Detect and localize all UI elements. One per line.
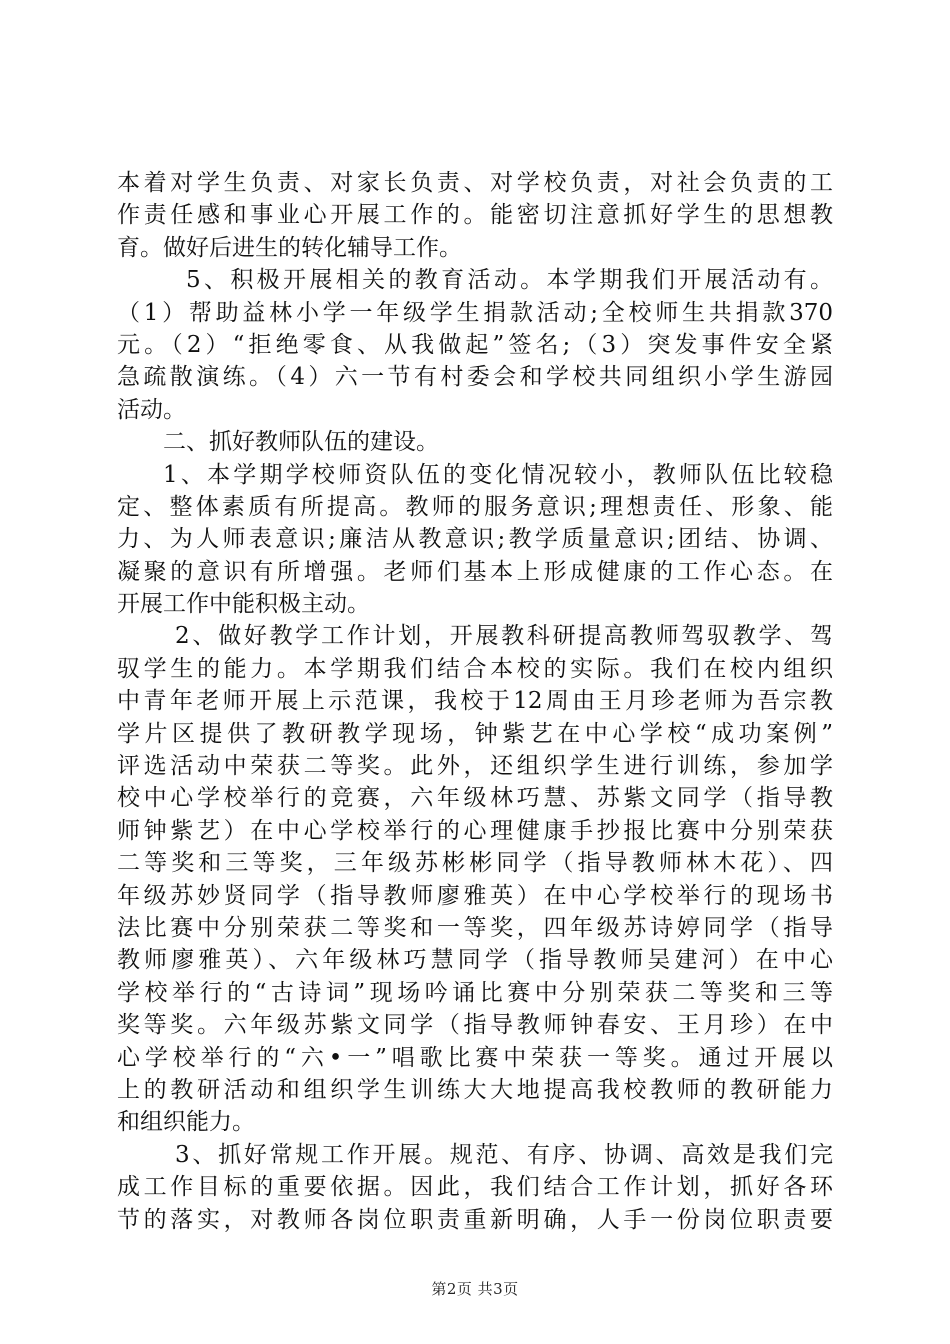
text-line: 育。做好后进生的转化辅导工作。 bbox=[117, 234, 462, 261]
text-line: 本着对学生负责、对家长负责、对学校负责，对社会负责的工 bbox=[117, 170, 833, 196]
text-line: 上的教研活动和组织学生训练大大地提高我校教师的教研能力 bbox=[117, 1076, 833, 1103]
text-line: 2、做好教学工作计划，开展教科研提高教师驾驭教学、驾 bbox=[175, 623, 833, 650]
text-line: （1）帮助益林小学一年级学生捐款活动;全校师生共捐款370 bbox=[117, 299, 833, 326]
page-footer: 第2页 共3页 bbox=[431, 1280, 519, 1298]
text-line: 校中心学校举行的竞赛，六年级林巧慧、苏紫文同学（指导教 bbox=[117, 785, 833, 812]
text-line: 法比赛中分别荣获二等奖和一等奖，四年级苏诗婷同学（指导 bbox=[117, 914, 833, 941]
text-line: 年级苏妙贤同学（指导教师廖雅英）在中心学校举行的现场书 bbox=[117, 882, 833, 909]
text-line: 成工作目标的重要依据。因此，我们结合工作计划，抓好各环 bbox=[117, 1174, 833, 1201]
text-line: 中青年老师开展上示范课，我校于12周由王月珍老师为吾宗教 bbox=[117, 688, 833, 715]
text-line: 师钟紫艺）在中心学校举行的心理健康手抄报比赛中分别荣获 bbox=[117, 817, 833, 844]
text-line: 3、抓好常规工作开展。规范、有序、协调、高效是我们完 bbox=[175, 1141, 833, 1168]
text-line: 二、抓好教师队伍的建设。 bbox=[163, 429, 439, 456]
text-line: 凝聚的意识有所增强。老师们基本上形成健康的工作心态。在 bbox=[117, 558, 833, 585]
text-line: 心学校举行的“六•一”唱歌比赛中荣获一等奖。通过开展以 bbox=[117, 1044, 833, 1071]
text-line: 驭学生的能力。本学期我们结合本校的实际。我们在校内组织 bbox=[117, 655, 833, 682]
text-line: 1、本学期学校师资队伍的变化情况较小，教师队伍比较稳 bbox=[163, 461, 833, 488]
text-line: 定、整体素质有所提高。教师的服务意识;理想责任、形象、能 bbox=[117, 493, 833, 520]
text-line: 奖等奖。六年级苏紫文同学（指导教师钟春安、王月珍）在中 bbox=[117, 1012, 833, 1039]
document-body bbox=[117, 167, 833, 1236]
text-line: 学片区提供了教研教学现场，钟紫艺在中心学校“成功案例” bbox=[117, 720, 833, 747]
text-line: 教师廖雅英）、六年级林巧慧同学（指导教师吴建河）在中心 bbox=[117, 947, 833, 974]
text-line: 5、积极开展相关的教育活动。本学期我们开展活动有。 bbox=[186, 267, 833, 294]
text-line: 开展工作中能积极主动。 bbox=[117, 591, 370, 618]
text-line: 作责任感和事业心开展工作的。能密切注意抓好学生的思想教 bbox=[117, 202, 833, 229]
text-line: 急疏散演练。（4）六一节有村委会和学校共同组织小学生游园 bbox=[117, 364, 833, 391]
text-line: 节的落实，对教师各岗位职责重新明确，人手一份岗位职责要 bbox=[117, 1206, 833, 1233]
text-line: 评选活动中荣获二等奖。此外，还组织学生进行训练，参加学 bbox=[117, 753, 833, 780]
text-line: 学校举行的“古诗词”现场吟诵比赛中分别荣获二等奖和三等 bbox=[117, 979, 833, 1006]
text-line: 和组织能力。 bbox=[117, 1109, 255, 1136]
text-line: 力、为人师表意识;廉洁从教意识;教学质量意识;团结、协调、 bbox=[117, 526, 833, 553]
text-line: 活动。 bbox=[117, 396, 186, 423]
text-line: 元。（2）“拒绝零食、从我做起”签名;（3）突发事件安全紧 bbox=[117, 331, 833, 358]
text-line: 二等奖和三等奖，三年级苏彬彬同学（指导教师林木花）、四 bbox=[117, 850, 833, 877]
